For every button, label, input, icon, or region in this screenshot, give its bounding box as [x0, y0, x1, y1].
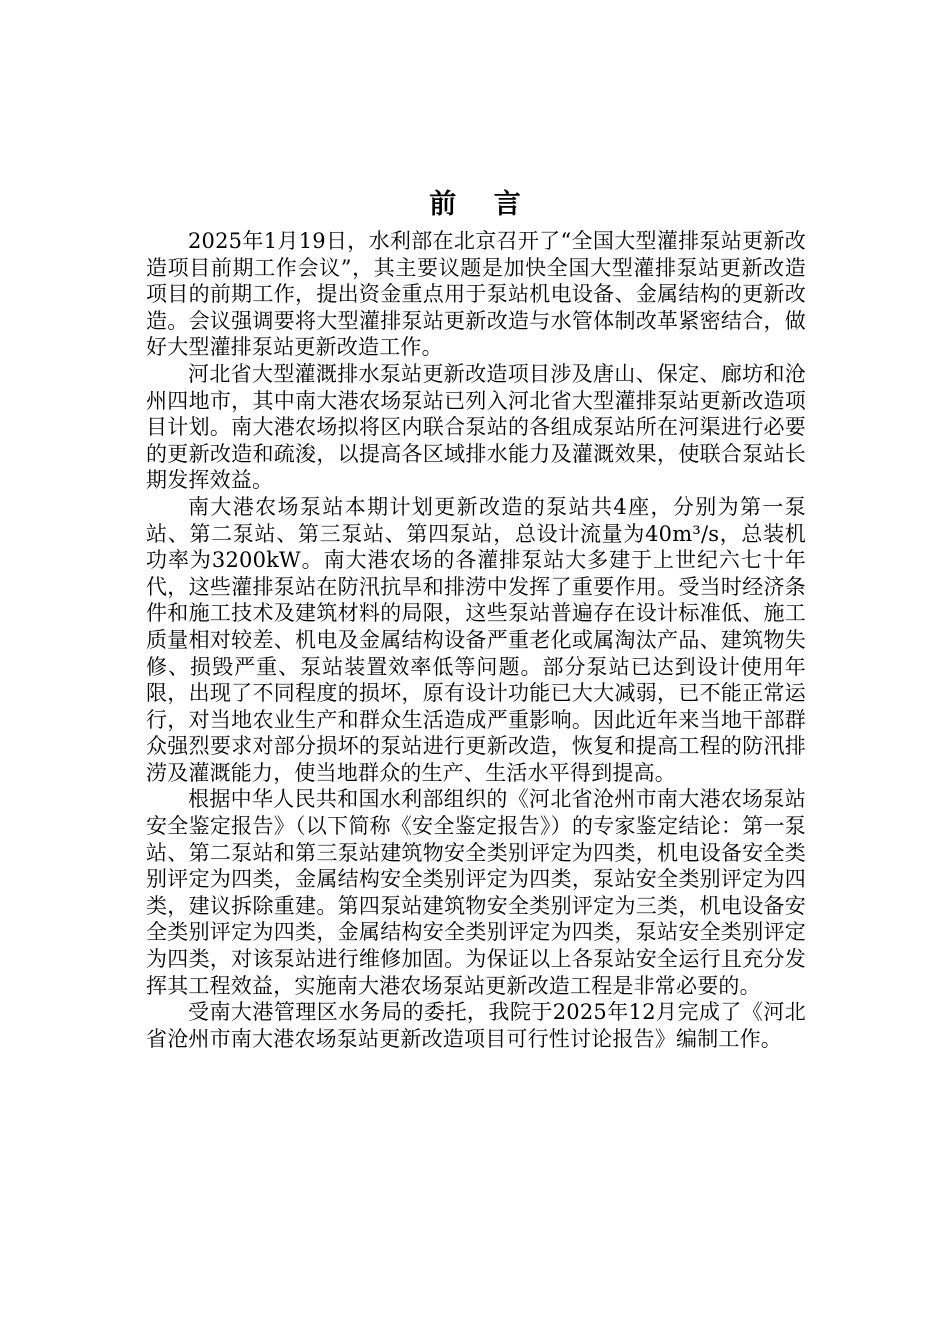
paragraph-5: 受南大港管理区水务局的委托，我院于2025年12月完成了《河北省沧州市南大港农场泵站更新改造项目可行性讨论报告》编制工作。	[146, 1000, 806, 1051]
paragraph-1: 2025年1月19日，水利部在北京召开了“全国大型灌排泵站更新改造项目前期工作会议”，其主要议题是加快全国大型灌排泵站更新改造项目的前期工作，提出资金重点用于泵站机电设备、金属结构的更新改造。会议强调要将大型灌排泵站更新改造与水管体制改革紧密结合，做好大型灌排泵站更新改造工作。	[146, 229, 806, 360]
paragraph-3: 南大港农场泵站本期计划更新改造的泵站共4座，分别为第一泵站、第二泵站、第三泵站、第四泵站，总设计流量为40m³/s，总装机功率为3200kW。南大港农场的各灌排泵站大多建于上世纪六七十年代，这些灌排泵站在防汛抗旱和排涝中发挥了重要作用。受当时经济条件和施工技术及建筑材料的局限，这些泵站普遍存在设计标准低、施工质量相对较差、机电及金属结构设备严重老化或属淘汰产品、建筑物失修、损毁严重、泵站装置效率低等问题。部分泵站已达到设计使用年限，出现了不同程度的损坏，原有设计功能已大大减弱，已不能正常运行，对当地农业生产和群众生活造成严重影响。因此近年来当地干部群众强烈要求对部分损坏的泵站进行更新改造，恢复和提高工程的防汛排涝及灌溉能力，使当地群众的生产、生活水平得到提高。	[146, 494, 806, 785]
paragraph-4: 根据中华人民共和国水利部组织的《河北省沧州市南大港农场泵站安全鉴定报告》（以下简称《安全鉴定报告》）的专家鉴定结论：第一泵站、第二泵站和第三泵站建筑物安全类别评定为四类，机电设备安全类别评定为四类，金属结构安全类别评定为四类，泵站安全类别评定为四类，建议拆除重建。第四泵站建筑物安全类别评定为三类，机电设备安全类别评定为四类，金属结构安全类别评定为四类，泵站安全类别评定为四类，对该泵站进行维修加固。为保证以上各泵站安全运行且充分发挥其工程效益，实施南大港农场泵站更新改造工程是非常必要的。	[146, 787, 806, 998]
paragraph-2: 河北省大型灌溉排水泵站更新改造项目涉及唐山、保定、廊坊和沧州四地市，其中南大港农场泵站已列入河北省大型灌排泵站更新改造项目计划。南大港农场拟将区内联合泵站的各组成泵站所在河渠进行必要的更新改造和疏浚，以提高各区域排水能力及灌溉效果，使联合泵站长期发挥效益。	[146, 361, 806, 493]
body-text	[146, 228, 806, 1052]
page-title: 前 言	[429, 189, 535, 220]
